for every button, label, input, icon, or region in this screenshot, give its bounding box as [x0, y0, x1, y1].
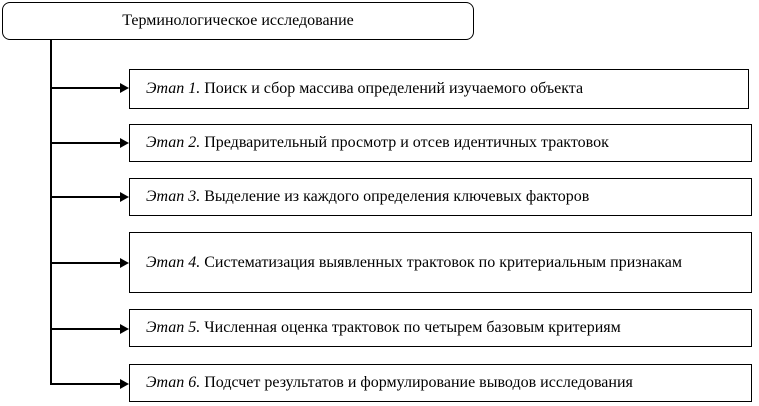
step-box-5	[129, 309, 752, 347]
connector-branch-2	[50, 142, 122, 144]
step-number-4: Этап 4.	[146, 253, 201, 271]
step-number-2: Этап 2.	[146, 134, 201, 151]
connector-branch-1	[50, 87, 122, 89]
step-box-1	[129, 69, 749, 109]
step-text-1	[146, 79, 583, 99]
step-label-3: Выделение из каждого определения ключевых факторов	[204, 188, 590, 205]
connector-branch-6	[50, 383, 122, 385]
step-text-3	[146, 187, 589, 207]
arrow-head-4	[120, 258, 129, 268]
step-label-2: Предварительный просмотр и отсев идентичных трактовок	[204, 134, 609, 151]
step-box-4	[129, 232, 752, 293]
arrow-head-6	[120, 379, 129, 389]
arrow-head-3	[120, 192, 129, 202]
step-number-6: Этап 6.	[146, 374, 201, 391]
step-box-2	[129, 124, 752, 162]
connector-trunk	[50, 40, 52, 383]
arrow-head-5	[120, 324, 129, 334]
step-box-6	[129, 364, 752, 402]
root-node	[2, 2, 474, 40]
step-label-6: Подсчет результатов и формулирование выводов исследования	[204, 374, 633, 391]
step-number-3: Этап 3.	[146, 188, 201, 205]
root-label: Терминологическое исследование	[122, 12, 354, 29]
step-label-4: Систематизация выявленных трактовок по критериальным признакам	[204, 253, 683, 271]
step-label-1: Поиск и сбор массива определений изучаемого объекта	[204, 80, 584, 97]
step-number-1: Этап 1.	[146, 80, 201, 97]
arrow-head-1	[120, 83, 129, 93]
connector-branch-4	[50, 262, 122, 264]
step-text-2	[146, 133, 609, 153]
step-box-3	[129, 178, 752, 216]
step-text-5	[146, 318, 621, 338]
connector-branch-3	[50, 196, 122, 198]
arrow-head-2	[120, 138, 129, 148]
step-text-4	[146, 253, 682, 273]
connector-branch-5	[50, 328, 122, 330]
step-label-5: Численная оценка трактовок по четырем базовым критериям	[204, 319, 621, 336]
step-number-5: Этап 5.	[146, 319, 201, 336]
step-text-6	[146, 373, 633, 393]
